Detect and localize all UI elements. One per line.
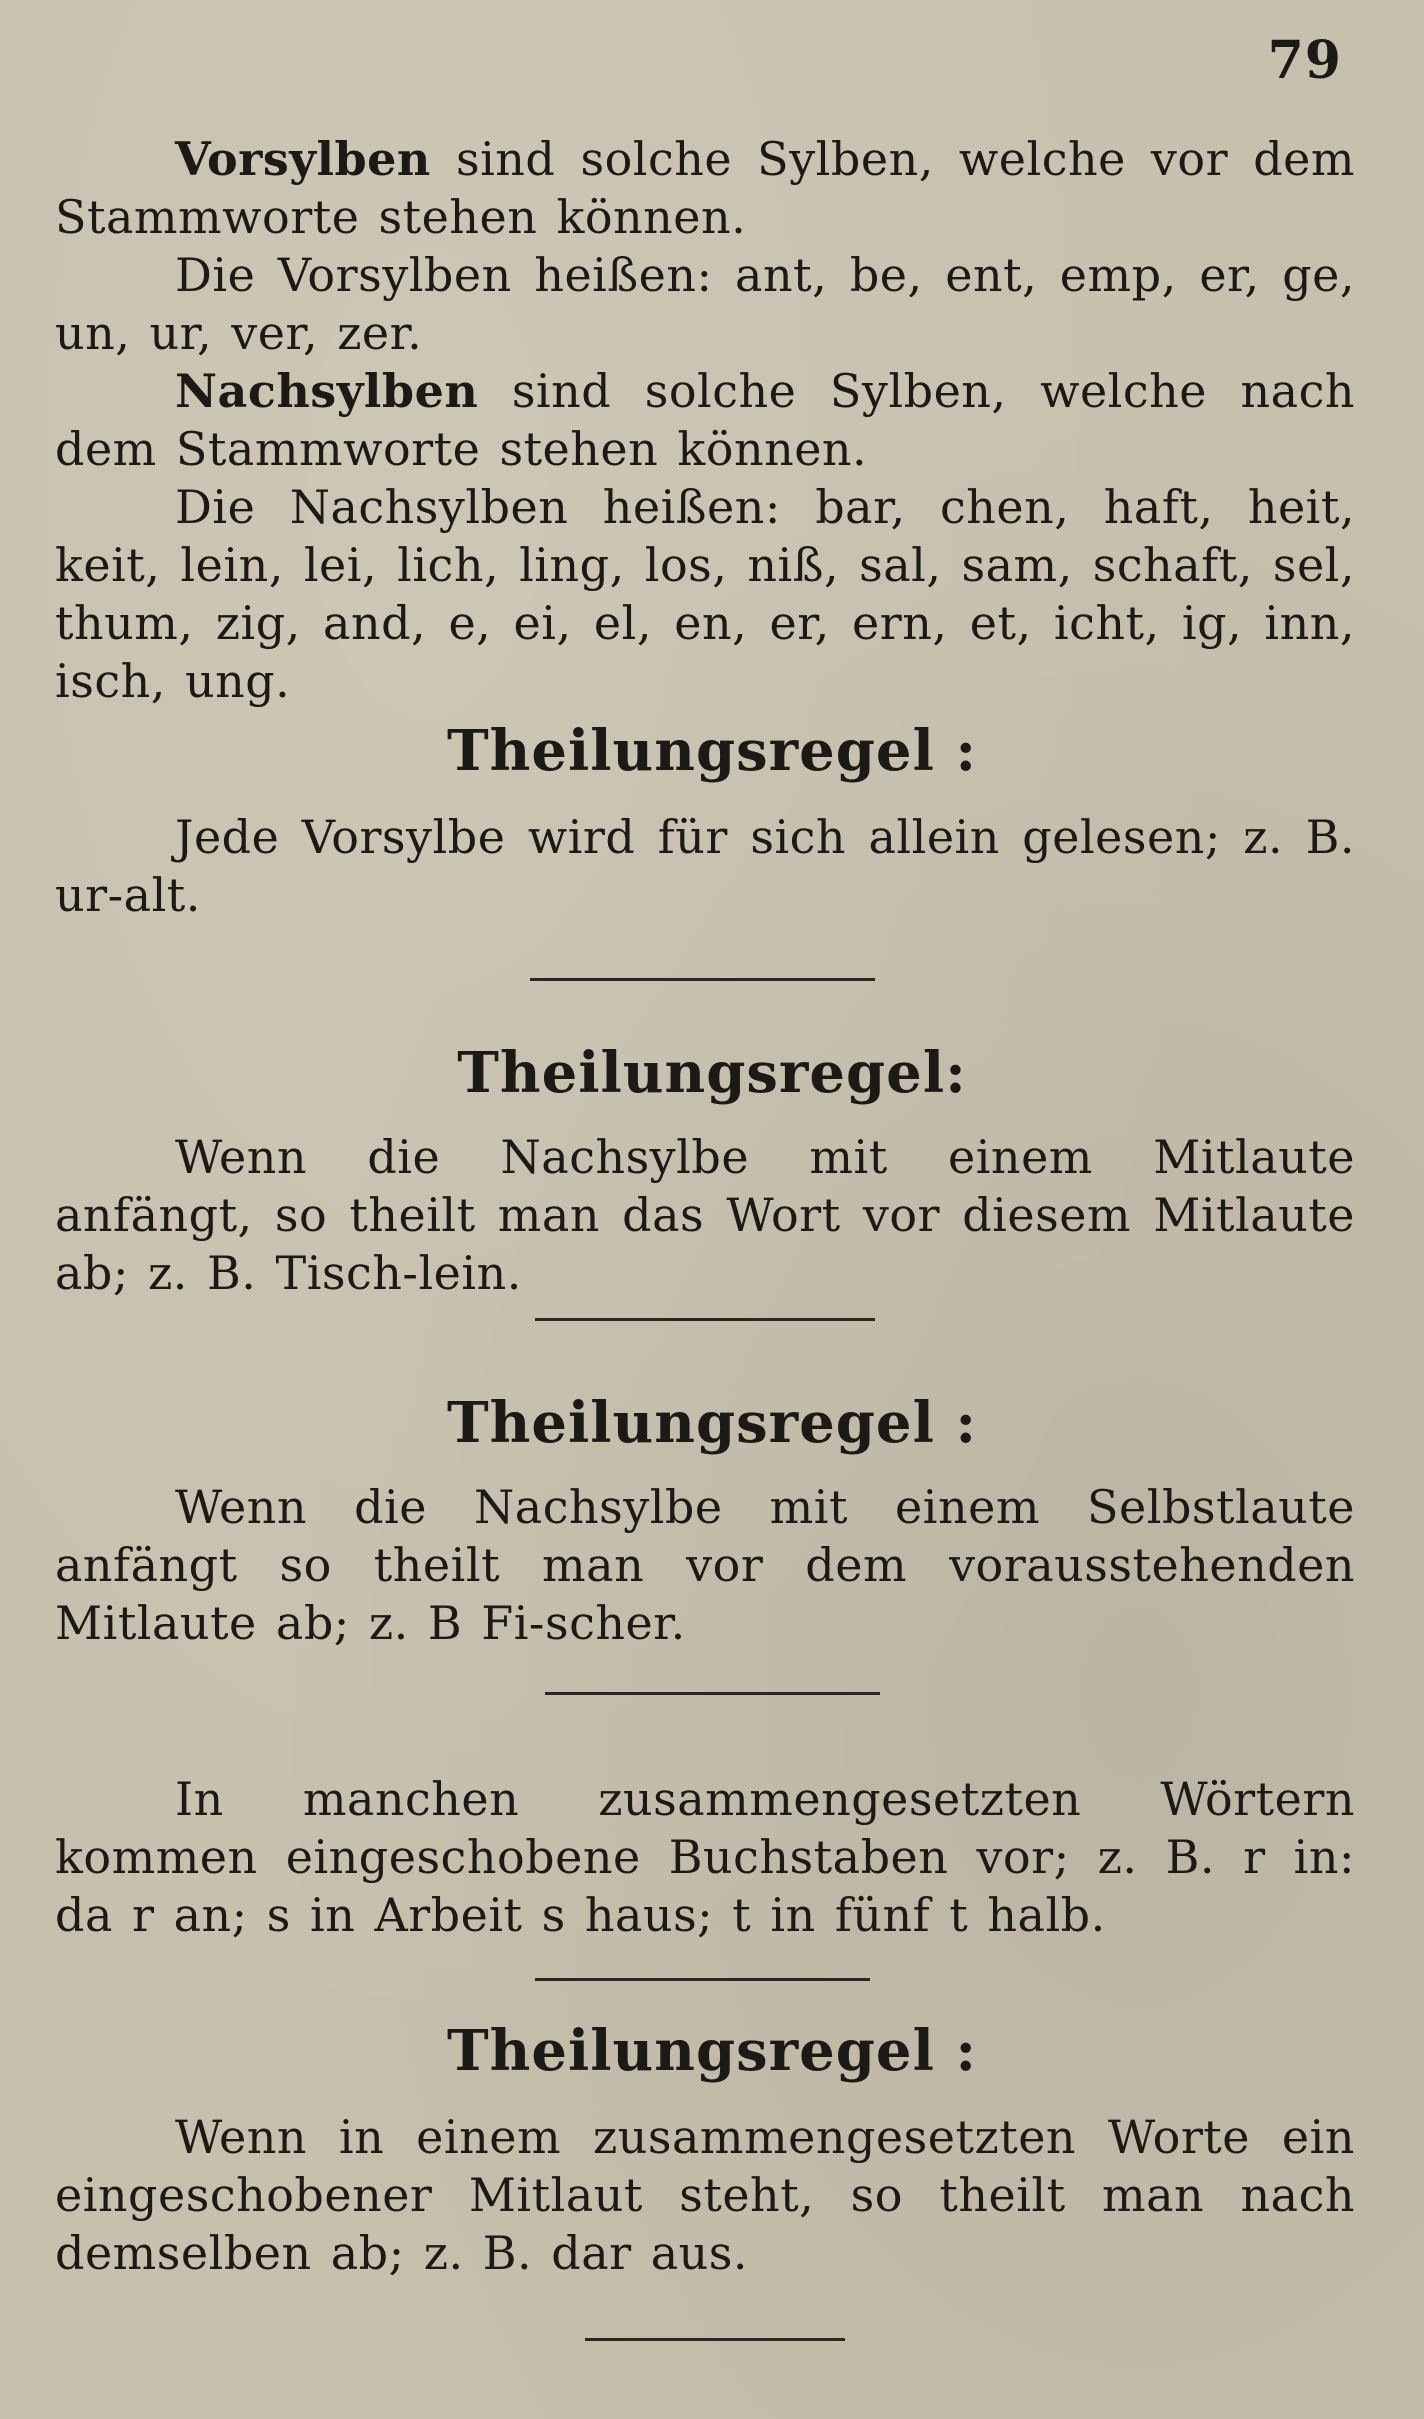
rule-text-1: Jede Vorsylbe wird für sich allein gelesen; z. B. ur-alt. [55,810,1355,922]
rule-heading-1: Theilungsregel : [446,718,978,784]
rule-text-2-block [55,1128,1355,1302]
term-vorsylben: Vorsylben [175,132,431,186]
divider-line [545,1692,880,1695]
divider-line [535,1318,875,1321]
note-block [55,1770,1355,1944]
term-nachsylben: Nachsylben [175,364,479,418]
note-text: In manchen zusammengesetzten Wörtern kommen eingeschobene Buchstaben vor; z. B. r in: da r an; s in Arbeit s haus; t in fünf t halb. [55,1772,1355,1942]
paragraph-vorsylben-definition [55,130,1355,246]
rule-heading-2: Theilungsregel: [457,1040,967,1106]
divider-line [530,978,875,981]
page-number: 79 [1267,30,1342,91]
rule-heading-3: Theilungsregel : [446,1390,978,1456]
divider-line [535,1978,870,1981]
paragraph-nachsylben-list: Die Nachsylben heißen: bar, chen, haft, heit, keit, lein, lei, lich, ling, los, niß, sal, sam, schaft, sel, thum, zig, and, e, ei, el, en, er, ern, et, icht, ig, inn, isch, ung. [55,480,1355,708]
rule-text-2: Wenn die Nachsylbe mit einem Mitlaute anfängt, so theilt man das Wort vor diesem Mitlaute ab; z. B. Tisch-lein. [55,1130,1355,1300]
definition-text: sind solche Sylben, welche nach dem Stammworte stehen können. [55,364,1355,476]
rule-heading-4: Theilungsregel : [446,2018,978,2084]
definition-text: sind solche Sylben, welche vor dem Stammworte stehen können. [55,132,1355,244]
rule-text-3-block [55,1478,1355,1652]
rule-text-3: Wenn die Nachsylbe mit einem Selbstlaute anfängt so theilt man vor dem vorausstehenden Mitlaute ab; z. B Fi-scher. [55,1480,1355,1650]
rule-text-4-block [55,2108,1355,2282]
paragraph-nachsylben-definition [55,362,1355,478]
divider-line [585,2338,845,2341]
rule-text-1-block [55,808,1355,924]
intro-section [55,130,1355,710]
paragraph-vorsylben-list: Die Vorsylben heißen: ant, be, ent, emp, er, ge, un, ur, ver, zer. [55,248,1355,360]
rule-text-4: Wenn in einem zusammengesetzten Worte ein eingeschobener Mitlaut steht, so theilt man nach demselben ab; z. B. dar aus. [55,2110,1355,2280]
